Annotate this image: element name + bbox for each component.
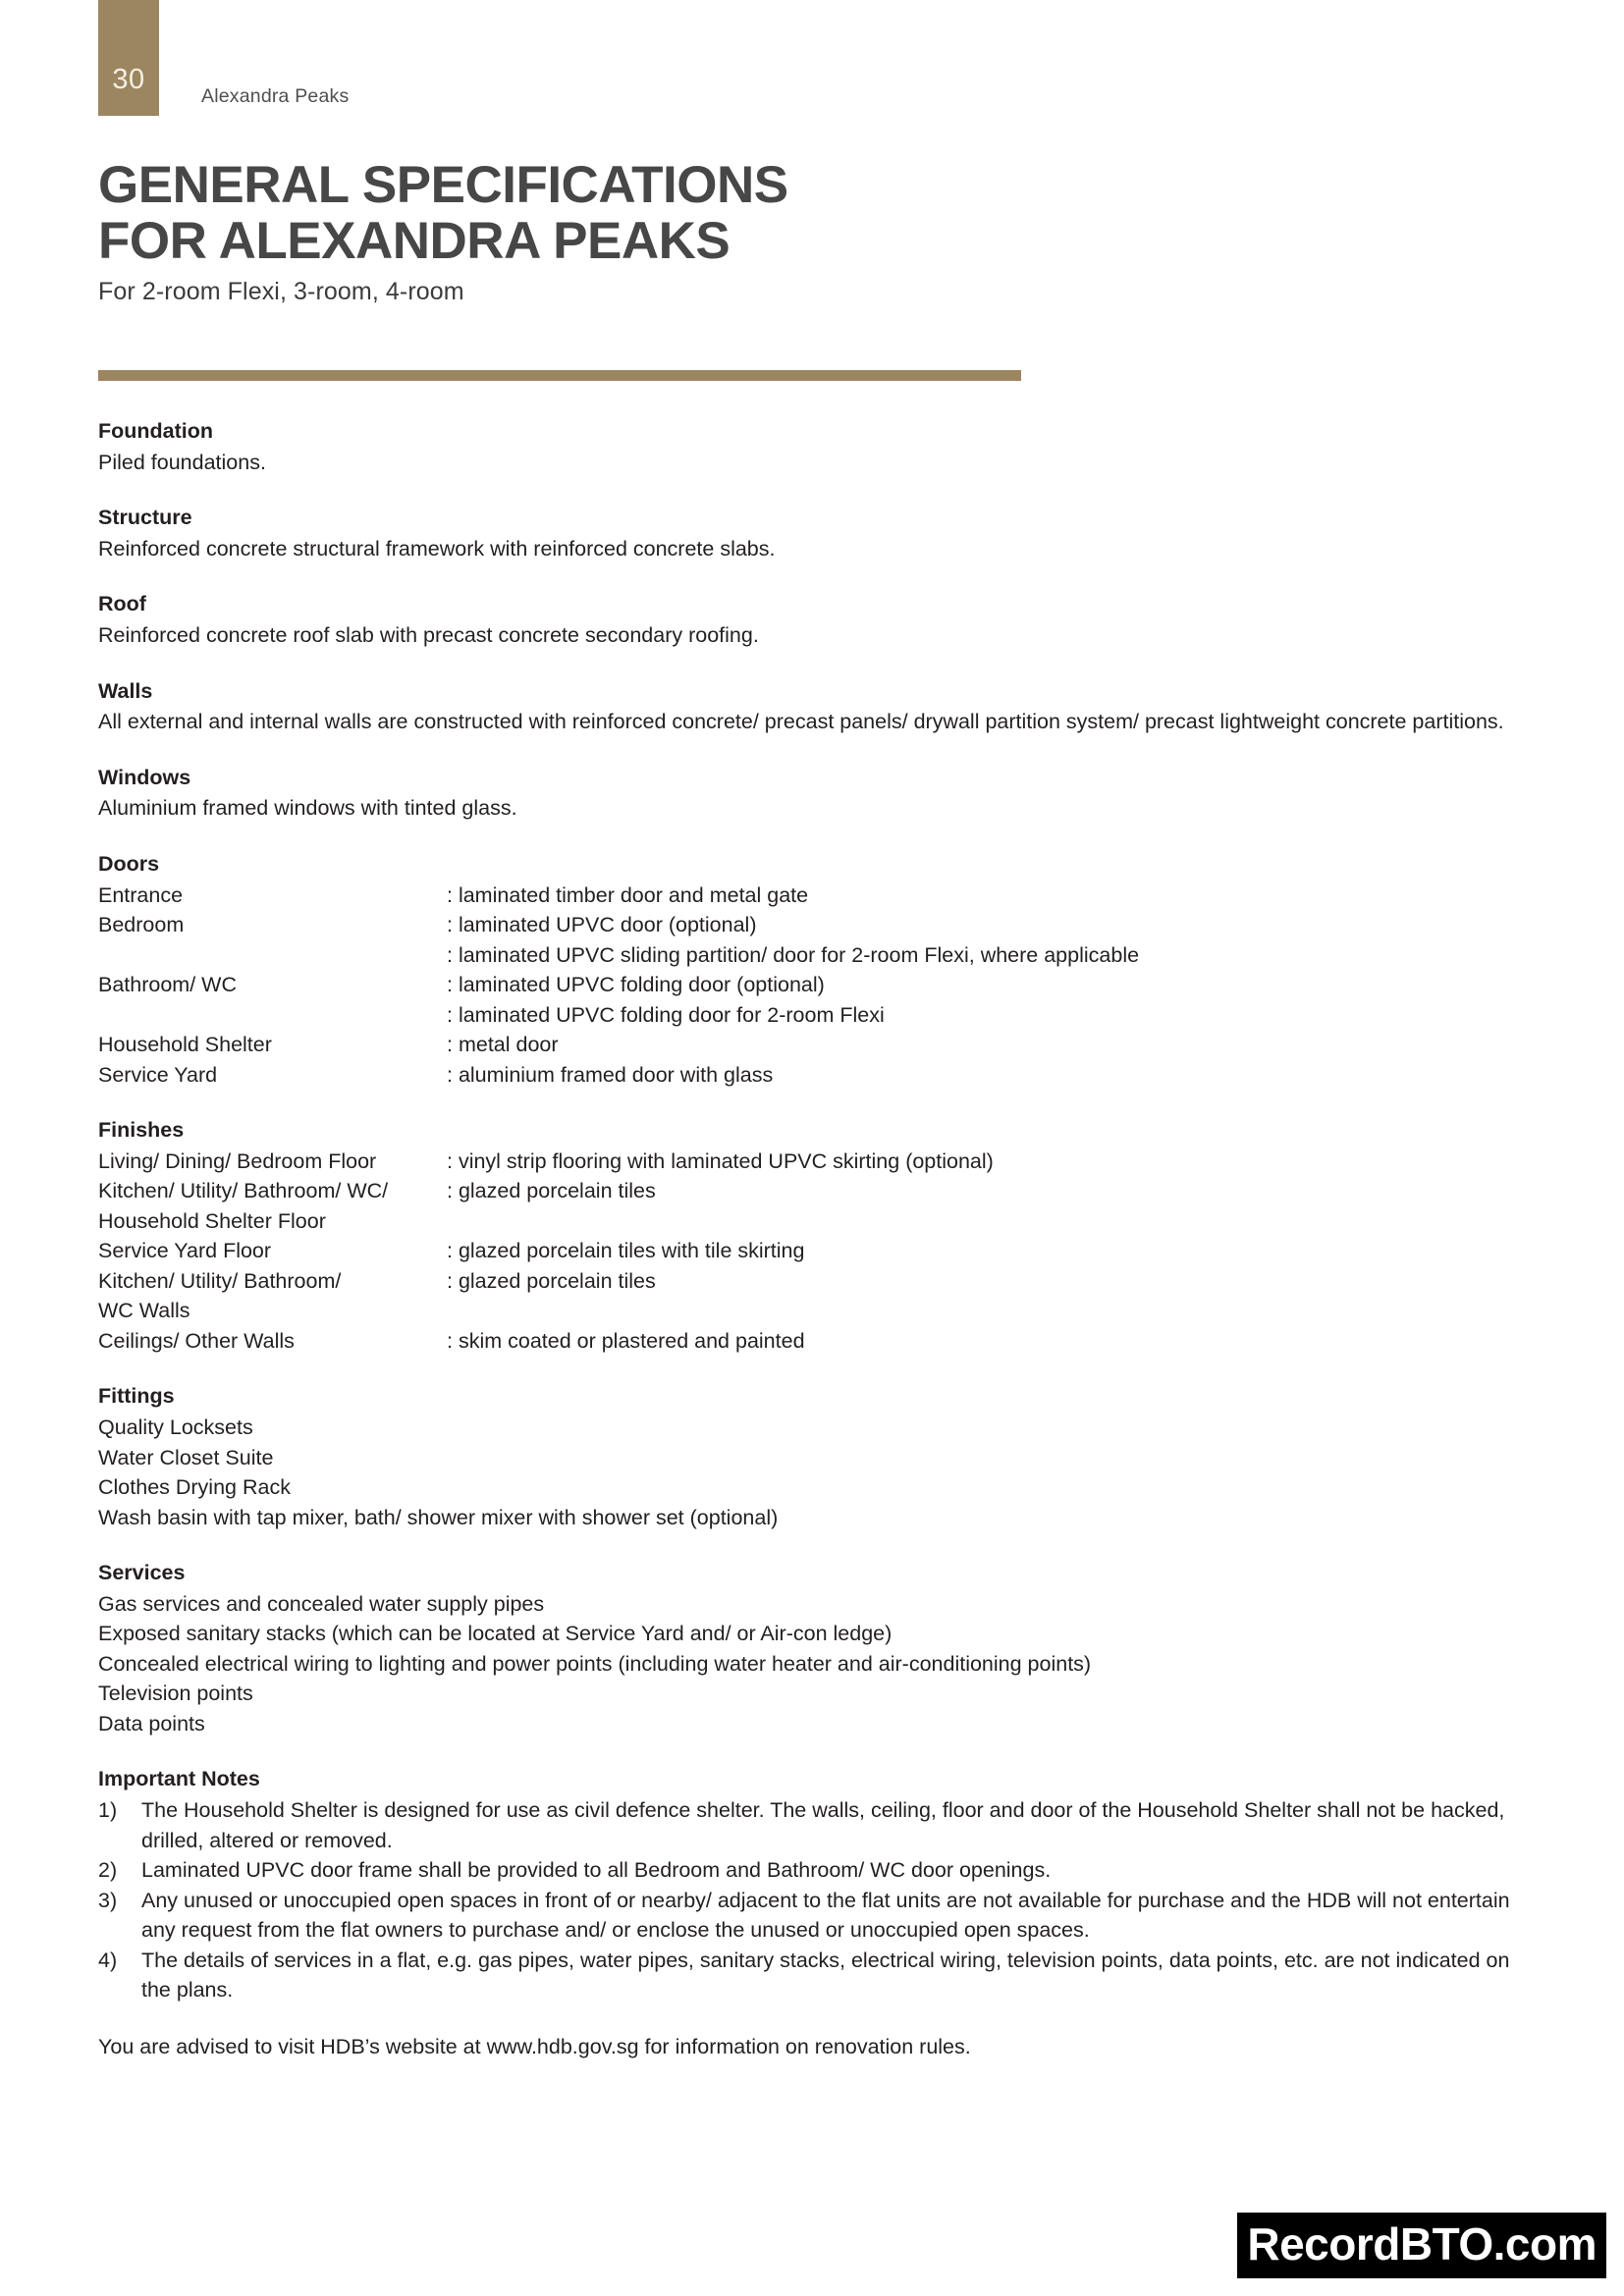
- note-item: [98, 1855, 1542, 1886]
- section-line: Quality Locksets: [98, 1415, 253, 1440]
- section-windows: [98, 764, 1542, 824]
- closing-statement: You are advised to visit HDB’s website at www.hdb.gov.sg for information on renovation rules.: [98, 2034, 971, 2058]
- watermark-recordbto: RecordBTO.com: [1237, 2213, 1606, 2278]
- note-text: Any unused or unoccupied open spaces in front of or nearby/ adjacent to the flat units are not available for purchase and the HDB will not entertain any request from the flat owners to purchase and/ or enclose the unused or unoccupied open spaces.: [141, 1888, 1510, 1943]
- spec-term: Ceilings/ Other Walls: [98, 1328, 295, 1353]
- page-title-line-2: FOR ALEXANDRA PEAKS: [98, 212, 731, 271]
- note-item: [98, 1886, 1542, 1946]
- title-block: [98, 157, 1178, 306]
- page-number-box: [98, 0, 159, 116]
- spec-row: [98, 1206, 1542, 1237]
- spec-definition: : aluminium framed door with glass: [447, 1062, 774, 1087]
- note-number: 1): [98, 1798, 118, 1822]
- section-line: Piled foundations.: [98, 450, 266, 474]
- page-title: [98, 157, 1178, 269]
- note-text: Laminated UPVC door frame shall be provided to all Bedroom and Bathroom/ WC door openings.: [141, 1858, 1052, 1883]
- section-line: Data points: [98, 1711, 205, 1735]
- section-heading: Services: [98, 1561, 186, 1585]
- section-line: Reinforced concrete structural framework with reinforced concrete slabs.: [98, 536, 776, 561]
- note-item: [98, 1946, 1542, 2005]
- spec-row: [98, 970, 1542, 1000]
- spec-definition: : glazed porcelain tiles with tile skirting: [447, 1239, 805, 1263]
- section-heading: Important Notes: [98, 1767, 260, 1791]
- spec-row: [98, 1147, 1542, 1177]
- page-title-line-1: GENERAL SPECIFICATIONS: [98, 156, 788, 214]
- section-foundation: [98, 417, 1542, 477]
- note-number: 3): [98, 1888, 118, 1912]
- section-doors: [98, 850, 1542, 1090]
- section-fittings: [98, 1382, 1542, 1532]
- spec-term: Entrance: [98, 882, 184, 907]
- spec-definition: : laminated timber door and metal gate: [447, 882, 809, 907]
- spec-row: [98, 940, 1542, 971]
- section-services: [98, 1559, 1542, 1738]
- spec-row: [98, 1000, 1542, 1031]
- section-walls: [98, 677, 1542, 737]
- spec-definition: : glazed porcelain tiles: [447, 1179, 656, 1203]
- spec-term: Household Shelter Floor: [98, 1208, 326, 1233]
- note-text: The details of services in a flat, e.g. gas pipes, water pipes, sanitary stacks, electrical wiring, television points, data points, etc. are not indicated on the plans.: [141, 1948, 1510, 2002]
- section-paragraph: All external and internal walls are constructed with reinforced concrete/ precast panels/ drywall partition system/ precast lightweight concrete partitions.: [98, 710, 1504, 734]
- spec-row: [98, 1296, 1542, 1326]
- section-structure: [98, 504, 1542, 563]
- spec-row: [98, 881, 1542, 911]
- finishes-spec-table: [98, 1147, 1542, 1357]
- spec-definition: : laminated UPVC sliding partition/ door for 2-room Flexi, where applicable: [447, 942, 1140, 967]
- note-number: 2): [98, 1858, 118, 1883]
- note-number: 4): [98, 1948, 118, 1972]
- spec-term: Living/ Dining/ Bedroom Floor: [98, 1148, 377, 1173]
- section-line: Reinforced concrete roof slab with precast concrete secondary roofing.: [98, 623, 759, 647]
- spec-definition: : laminated UPVC folding door (optional): [447, 973, 825, 997]
- section-finishes: [98, 1116, 1542, 1356]
- section-line: Water Closet Suite: [98, 1445, 274, 1469]
- spec-row: [98, 1060, 1542, 1091]
- spec-term: Service Yard: [98, 1062, 218, 1087]
- spec-term: Kitchen/ Utility/ Bathroom/ WC/: [98, 1179, 389, 1203]
- spec-definition: : laminated UPVC door (optional): [447, 913, 757, 937]
- spec-definition: : glazed porcelain tiles: [447, 1268, 656, 1293]
- section-heading: Structure: [98, 506, 192, 530]
- page-header: [0, 0, 1624, 118]
- section-line: Exposed sanitary stacks (which can be located at Service Yard and/ or Air-con ledge): [98, 1622, 893, 1646]
- spec-term: Household Shelter: [98, 1033, 272, 1057]
- doors-spec-table: [98, 881, 1542, 1091]
- section-line: Wash basin with tap mixer, bath/ shower mixer with shower set (optional): [98, 1505, 779, 1529]
- spec-row: [98, 1176, 1542, 1206]
- spec-row: [98, 1030, 1542, 1060]
- section-line: Television points: [98, 1682, 253, 1706]
- section-heading: Finishes: [98, 1118, 185, 1143]
- section-heading: Foundation: [98, 419, 214, 443]
- header-project-label: Alexandra Peaks: [201, 85, 350, 107]
- section-heading: Doors: [98, 851, 160, 876]
- section-roof: [98, 590, 1542, 650]
- section-heading: Walls: [98, 678, 153, 703]
- section-line: Gas services and concealed water supply pipes: [98, 1591, 545, 1616]
- spec-term: WC Walls: [98, 1299, 190, 1323]
- section-heading: Windows: [98, 765, 191, 789]
- page-subtitle: For 2-room Flexi, 3-room, 4-room: [98, 278, 464, 306]
- page-number: 30: [112, 64, 145, 95]
- section-line: Concealed electrical wiring to lighting and power points (including water heater and air-conditioning points): [98, 1651, 1092, 1676]
- spec-row: [98, 910, 1542, 940]
- spec-definition: : vinyl strip flooring with laminated UPVC skirting (optional): [447, 1148, 994, 1173]
- spec-definition: : metal door: [447, 1033, 559, 1057]
- spec-term: Service Yard Floor: [98, 1239, 272, 1263]
- spec-row: [98, 1266, 1542, 1297]
- note-text: The Household Shelter is designed for use as civil defence shelter. The walls, ceiling, floor and door of the Household Shelter shall not be hacked, drilled, altered or removed.: [141, 1798, 1505, 1852]
- spec-term: Kitchen/ Utility/ Bathroom/: [98, 1268, 342, 1293]
- spec-definition: : laminated UPVC folding door for 2-room Flexi: [447, 1002, 885, 1027]
- section-line: Aluminium framed windows with tinted glass.: [98, 796, 517, 821]
- specifications-content: [98, 417, 1542, 2061]
- section-heading: Fittings: [98, 1384, 175, 1409]
- spec-term: Bedroom: [98, 913, 185, 937]
- spec-term: Bathroom/ WC: [98, 973, 237, 997]
- section-important-notes: [98, 1765, 1542, 2004]
- title-divider-bar: [98, 370, 1021, 381]
- section-line: Clothes Drying Rack: [98, 1475, 291, 1500]
- spec-row: [98, 1326, 1542, 1357]
- section-heading: Roof: [98, 592, 146, 616]
- spec-definition: : skim coated or plastered and painted: [447, 1328, 805, 1353]
- note-item: [98, 1795, 1542, 1855]
- spec-row: [98, 1236, 1542, 1266]
